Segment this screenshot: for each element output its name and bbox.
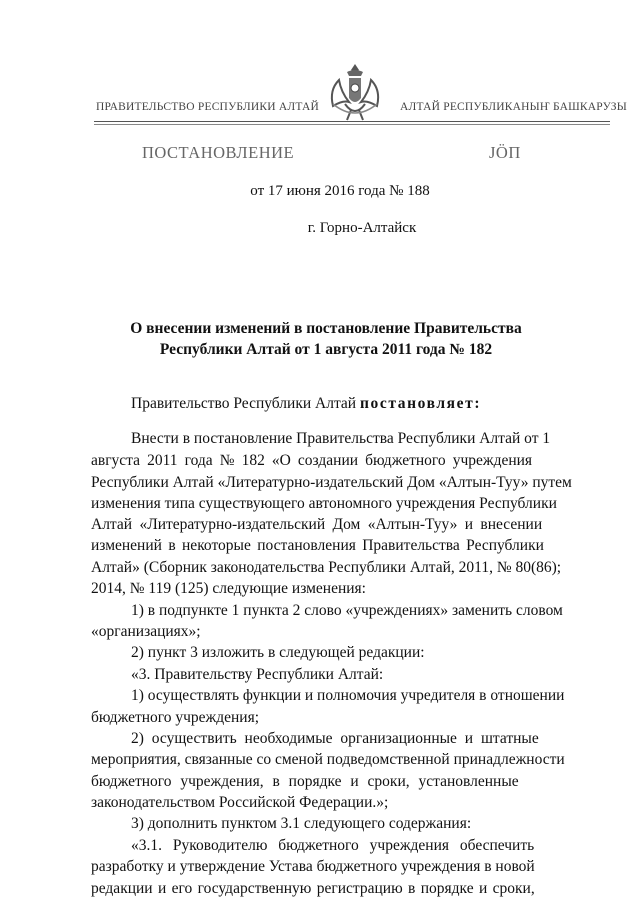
body-line: редакции и его государственную регистрацию в порядке и сроки, [91,880,535,897]
body-line: изменений в некоторые постановления Правительства Республики [91,537,544,554]
body-line: 2014, № 119 (125) следующие изменения: [91,580,366,597]
header-org-altai: АЛТАЙ РЕСПУБЛИКАНЫҤ БАШКАРУЗЫ [400,101,627,113]
decree-word: постановляет: [359,395,482,412]
coat-of-arms-icon [325,60,385,124]
title-line-1: О внесении изменений в постановление Правительства [130,320,522,337]
header-divider [94,121,610,122]
body-line: изменения типа существующего автономного учреждения Республики [91,495,557,512]
body-line: бюджетного учреждения; [91,709,260,726]
body-line: 2) пункт 3 изложить в следующей редакции: [131,644,425,661]
document-title [118,318,534,360]
body-line: «3.1. Руководителю бюджетного учреждения обеспечить [131,837,535,854]
body-line: бюджетного учреждения, в порядке и сроки, установленные [91,773,519,790]
body-line: мероприятия, связанные со сменой подведомственной принадлежности [91,751,565,768]
header-divider-second [94,124,610,125]
body-line: «организациях»; [91,623,201,640]
body-line: 1) осуществлять функции и полномочия учредителя в отношении [131,687,565,704]
intro-text: Правительство Республики Алтай [131,395,360,412]
document-city: г. Горно-Алтайск [307,220,417,236]
body-line: 3) дополнить пунктом 3.1 следующего содержания: [131,815,472,832]
body-line: 2) осуществить необходимые организационные и штатные [131,730,539,747]
body-line: 1) в подпункте 1 пункта 2 слово «учреждениях» заменить словом [131,602,563,619]
title-line-2: Республики Алтай от 1 августа 2011 года № 182 [159,341,493,358]
body-line: Внести в постановление Правительства Республики Алтай от 1 [131,430,551,447]
body-line: августа 2011 года № 182 «О создании бюджетного учреждения [91,452,533,469]
doc-type-altai: JӦП [489,143,521,162]
document-date: от 17 июня 2016 года № 188 [250,183,430,199]
body-line: Алтай «Литературно-издательский Дом «Алтын-Туу» и внесении [91,516,543,533]
body-line: Алтай» (Сборник законодательства Республики Алтай, 2011, № 80(86); [91,559,562,576]
body-line: «3. Правительству Республики Алтай: [131,666,384,683]
decree-intro [131,395,481,413]
doc-type-russian: ПОСТАНОВЛЕНИЕ [142,143,295,162]
header-org-russian: ПРАВИТЕЛЬСТВО РЕСПУБЛИКИ АЛТАЙ [96,101,320,113]
body-line: законодательством Российской Федерации.»; [91,794,389,811]
body-line: Республики Алтай «Литературно-издательский Дом «Алтын-Туу» путем [91,474,572,491]
body-line: разработку и утверждение Устава бюджетного учреждения в новой [91,858,535,875]
